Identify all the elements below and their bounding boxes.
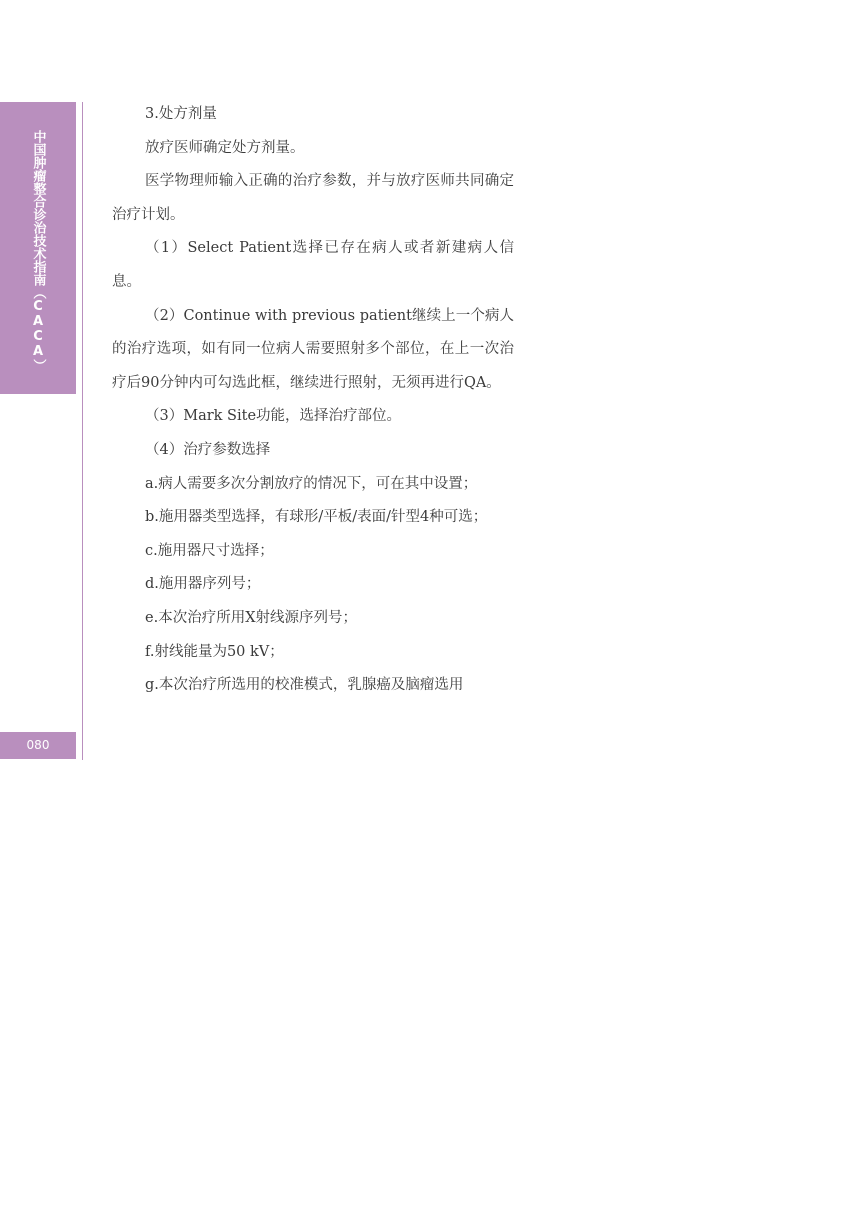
paragraph: （4）治疗参数选择 <box>145 441 271 458</box>
list-item: d.施用器序列号； <box>145 576 261 593</box>
list-item: b.施用器类型选择，有球形/平板/表面/针型4种可选； <box>145 509 488 526</box>
paragraph: 医学物理师输入正确的治疗参数，并与放疗医师共同确定治疗计划。 <box>112 173 514 223</box>
list-item: c.施用器尺寸选择； <box>145 542 274 559</box>
list-item: a.病人需要多次分割放疗的情况下，可在其中设置； <box>145 475 478 492</box>
body-text <box>112 98 514 703</box>
page-number: 080 <box>26 738 50 752</box>
section-heading: 3.处方剂量 <box>145 106 217 122</box>
margin-rule <box>82 102 83 760</box>
paragraph: 放疗医师确定处方剂量。 <box>145 139 305 156</box>
paragraph: （1）Select Patient选择已存在病人或者新建病人信息。 <box>112 240 514 290</box>
list-item: e.本次治疗所用X射线源序列号； <box>145 609 358 626</box>
list-item: f.射线能量为50 kV； <box>145 643 284 660</box>
paragraph: （3）Mark Site功能，选择治疗部位。 <box>145 408 402 425</box>
book-title: 中国肿瘤整合诊治技术指南（CACA） <box>30 130 46 372</box>
paragraph: （2）Continue with previous patient继续上一个病人的治疗选项，如有同一位病人需要照射多个部位，在上一次治疗后90分钟内可勾选此框，继续进行照射，无须再进行QA。 <box>112 307 514 391</box>
list-item: g.本次治疗所选用的校准模式，乳腺癌及脑瘤选用 <box>145 677 464 694</box>
